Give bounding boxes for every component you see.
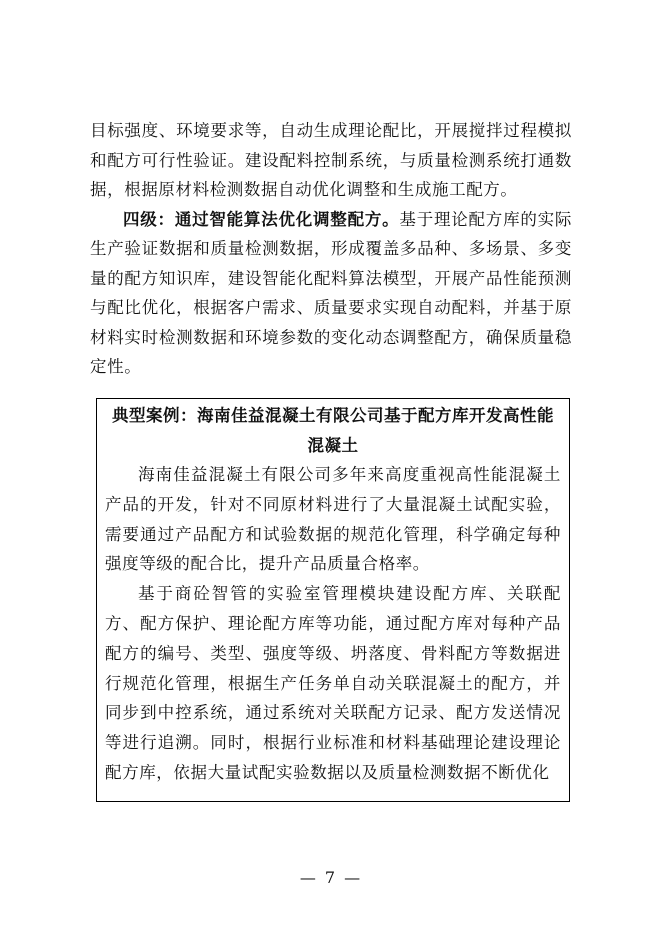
case-title: 典型案例：海南佳益混凝土有限公司基于配方库开发高性能混凝土 <box>112 406 554 455</box>
page-number: — 7 — <box>299 868 363 887</box>
paragraph-level-four <box>90 205 572 382</box>
paragraph-text: 目标强度、环境要求等，自动生成理论配比，开展搅拌过程模拟和配方可行性验证。建设配料控制系统，与质量检测系统打通数据，根据原材料检测数据自动优化调整和生成施工配方。 <box>90 121 572 199</box>
typical-case-box <box>96 398 570 802</box>
body-text <box>90 116 572 382</box>
paragraph-continuation <box>90 116 572 205</box>
paragraph-text: 基于理论配方库的实际生产验证数据和质量检测数据，形成覆盖多品种、多场景、多变量的配方知识库，建设智能化配料算法模型，开展产品性能预测与配比优化，根据客户需求、质量要求实现自动配料，并基于原材料实时检测数据和环境参数的变化动态调整配方，确保质量稳定性。 <box>90 209 573 376</box>
case-paragraph: 海南佳益混凝土有限公司多年来高度重视高性能混凝土产品的开发，针对不同原材料进行了大量混凝土试配实验，需要通过产品配方和试验数据的规范化管理，科学确定每种强度等级的配合比，提升产品质量合格率。 <box>105 465 561 574</box>
case-paragraph: 基于商砼智管的实验室管理模块建设配方库、关联配方、配方保护、理论配方库等功能，通过配方库对每种产品配方的编号、类型、强度等级、坍落度、骨料配方等数据进行规范化管理，根据生产任务单自动关联混凝土的配方，并同步到中控系统，通过系统对关联配方记录、配方发送情况等进行追溯。同时，根据行业标准和材料基础理论建设理论配方库，依据大量试配实验数据以及质量检测数据不断优化 <box>105 584 561 782</box>
paragraph-lead: 四级：通过智能算法优化调整配方。 <box>123 209 400 229</box>
